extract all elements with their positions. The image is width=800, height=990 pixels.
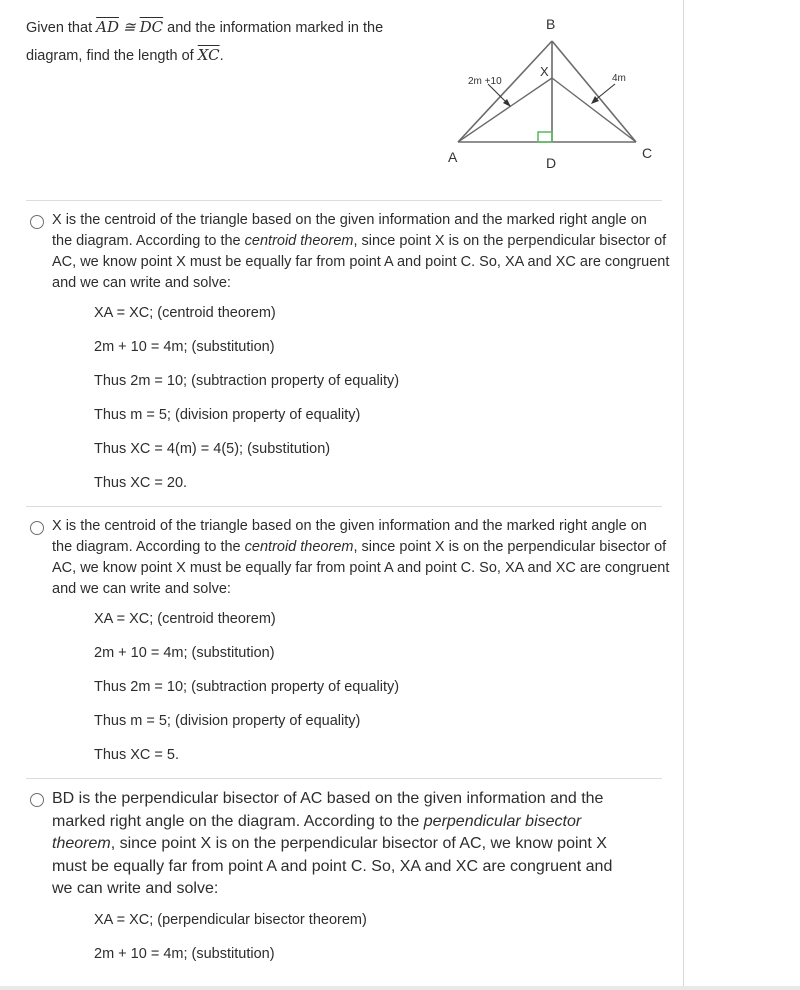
label-left-side: 2m +10 [468, 76, 502, 87]
divider [26, 778, 662, 779]
step-line: XA = XC; (centroid theorem) [94, 611, 276, 627]
radio-button[interactable] [30, 521, 44, 535]
side-bc [552, 41, 636, 142]
step-line: XA = XC; (perpendicular bisector theorem) [94, 911, 367, 928]
option-explanation: X is the centroid of the triangle based on the given information and the marked right angle on the diagram. According to the centroid theorem, since point X is on the perpendicular bisector of AC, we know point X must be equally far from point A and point C. So, XA and XC are congruent and we can write and solve: [52, 212, 670, 291]
divider [26, 200, 662, 201]
triangle-diagram [440, 12, 670, 177]
solution-steps [94, 911, 670, 979]
label-d: D [546, 155, 557, 171]
segment-xc: $\overline{XC}$ [197, 46, 220, 64]
step-line: Thus m = 5; (division property of equality) [94, 713, 361, 729]
option-explanation: X is the centroid of the triangle based on the given information and the marked right angle on the diagram. According to the centroid theorem, since point X is on the perpendicular bisector of AC, we know point X must be equally far from point A and point C. So, XA and XC are congruent and we can write and solve: [52, 518, 670, 597]
answer-option-3[interactable] [30, 788, 670, 979]
solution-steps [94, 304, 670, 508]
right-angle-marker [538, 132, 552, 142]
answer-option-1[interactable] [30, 210, 670, 508]
congruent-symbol: ≅ [123, 18, 136, 36]
step-line: Thus XC = 5. [94, 747, 180, 763]
segment-dc: $\overline{DC}$ [139, 18, 164, 36]
radio-button[interactable] [30, 215, 44, 229]
label-c: C [642, 145, 653, 161]
radio-button[interactable] [30, 793, 44, 807]
step-line: Thus 2m = 10; (subtraction property of equality) [94, 373, 400, 389]
solution-steps [94, 610, 670, 780]
step-line: XA = XC; (centroid theorem) [94, 305, 276, 321]
answer-option-2[interactable] [30, 516, 670, 780]
step-line: 2m + 10 = 4m; (substitution) [94, 945, 275, 962]
step-line: 2m + 10 = 4m; (substitution) [94, 339, 275, 355]
bottom-scroll-edge [0, 986, 800, 990]
step-line: Thus 2m = 10; (subtraction property of equality) [94, 679, 400, 695]
right-divider [683, 0, 684, 990]
label-b: B [546, 16, 556, 32]
question-text: Given that $\overline{AD}$ ≅ $\overline{DC}$ and the information marked in the diagram, find the length of $\overline{XC}$. [26, 18, 384, 64]
option-explanation: BD is the perpendicular bisector of AC based on the given information and the marked right angle on the diagram. According to the perpendicular bisector theorem, since point X is on the perpendicular bisector of AC, we know point X must be equally far from point A and point C. So, XA and XC are congruent and we can write and solve: [52, 790, 613, 897]
step-line: 2m + 10 = 4m; (substitution) [94, 645, 275, 661]
label-right-side: 4m [612, 73, 626, 84]
step-line: Thus XC = 20. [94, 475, 188, 491]
step-line: Thus XC = 4(m) = 4(5); (substitution) [94, 441, 331, 457]
label-a: A [448, 149, 458, 165]
divider [26, 506, 662, 507]
side-ab [458, 41, 552, 142]
right-label-pointer [594, 84, 615, 101]
segment-ad: $\overline{AD}$ [96, 18, 119, 36]
segment-xc-line [552, 78, 636, 142]
step-line: Thus m = 5; (division property of equality) [94, 407, 361, 423]
label-x: X [540, 64, 549, 79]
